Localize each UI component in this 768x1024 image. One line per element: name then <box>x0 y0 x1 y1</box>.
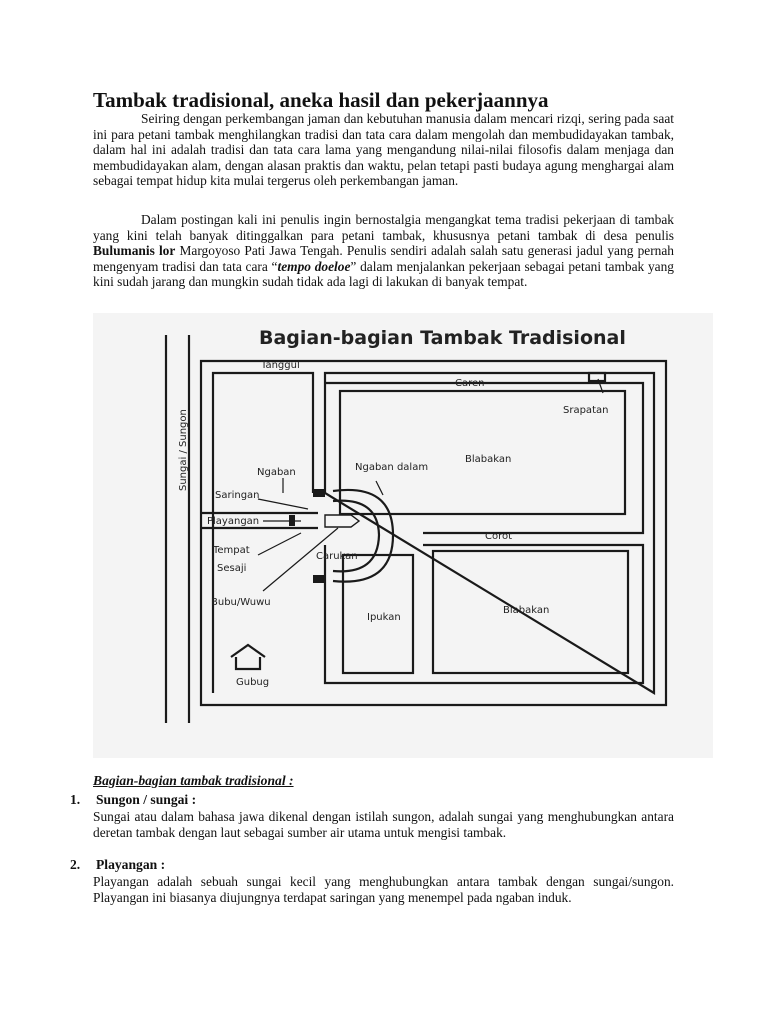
label-gubug: Gubug <box>236 677 270 688</box>
paragraph-text: Margoyoso Pati Jawa Tengah. Penulis sendiri adalah salah satu generasi jadul yang pernah mengenyam tradisi dan tata cara “ <box>93 243 674 274</box>
label-caren: Caren <box>455 378 485 389</box>
tempo-doeloe-phrase: tempo doeloe <box>277 258 351 274</box>
label-ngaban: Ngaban <box>257 467 296 478</box>
srapatan-gate <box>589 373 605 381</box>
village-name: Bulumanis lor <box>93 243 176 258</box>
arrow-ngaban-dalam <box>376 481 383 495</box>
diagram-title: Bagian-bagian Tambak Tradisional <box>259 327 626 349</box>
label-ngaban-dalam: Ngaban dalam <box>355 462 429 473</box>
list-item-title: Playangan : <box>96 857 166 872</box>
label-blabakan-bottom: Blabakan <box>503 605 550 616</box>
intro-paragraph: Seiring dengan perkembangan jaman dan kebutuhan manusia dalam mencari rizqi, sering pada saat ini para petani tambak menghilangkan tradisi dan tata cara dalam mengolah dan membudidayakan tambak, dalam hal ini adalah tradisi dan tata cara lama yang mengandung nilai-nilai filosofis dalam menjaga dan membudidayakan alam, dengan alasan praktis dan waktu, pelan tetapi pasti budaya agung menghargai alam sebagai tempat hidup kita mulai tergerus oleh perkembangan jaman. <box>93 111 674 188</box>
diagram-lines <box>166 335 666 723</box>
tambak-diagram <box>93 313 713 758</box>
tambak-diagram-svg <box>93 313 713 758</box>
list-item-title: Sungon / sungai : <box>96 792 197 807</box>
label-sesaji: Sesaji <box>217 563 247 574</box>
label-saringan: Saringan <box>215 490 260 501</box>
label-tempat: Tempat <box>213 545 250 556</box>
list-item-heading <box>70 857 165 873</box>
label-srapatan: Srapatan <box>563 405 609 416</box>
list-item-heading <box>70 792 196 808</box>
article-title: Tambak tradisional, aneka hasil dan pekerjaannya <box>93 88 549 112</box>
list-item-body: Sungai atau dalam bahasa jawa dikenal dengan istilah sungon, adalah sungai yang menghubungkan antara deretan tambak dengan laut sebagai sumber air utama untuk mengisi tambak. <box>93 809 674 840</box>
arrow-tempat <box>258 533 301 555</box>
paragraph-text: ” dalam menjalankan pekerjaan sebagai petani tambak yang kini sudah jarang dan mungkin sudah tidak ada lagi di lakukan di banyak tempat. <box>93 258 674 289</box>
list-item-body: Playangan adalah sebuah sungai kecil yang menghubungkan antara tambak dengan sungai/sungon. Playangan ini biasanya diujungnya terdapat saringan yang menempel pada ngaban induk. <box>93 874 674 905</box>
list-number: 2. <box>70 857 81 872</box>
arrows <box>258 379 603 591</box>
gubug-house <box>231 645 265 669</box>
section-heading: Bagian-bagian tambak tradisional : <box>93 773 294 788</box>
label-bubu: Bubu/Wuwu <box>211 597 271 608</box>
label-tanggul: Tanggul <box>261 360 300 371</box>
second-paragraph <box>93 212 674 290</box>
label-ipukan: Ipukan <box>367 612 401 623</box>
arrow-saringan <box>258 499 308 509</box>
label-sungai: Sungai / Sungon <box>178 409 189 491</box>
paragraph-text: Dalam postingan kali ini penulis ingin bernostalgia mengangkat tema tradisi pekerjaan di tambak yang kini telah banyak ditinggalkan para petani tambak, khususnya petani tambak di desa penulis <box>93 212 674 243</box>
bubu-trap <box>325 515 359 527</box>
ngaban-gate-bottom <box>313 575 325 583</box>
label-playangan: Playangan <box>207 516 260 527</box>
bubu-trap-shape <box>325 515 359 527</box>
label-carukan: Carukan <box>316 551 358 562</box>
list-number: 1. <box>70 792 81 807</box>
ngaban-gate-top <box>313 489 325 497</box>
label-blabakan-top: Blabakan <box>465 454 512 465</box>
label-corot: Corot <box>485 531 513 542</box>
